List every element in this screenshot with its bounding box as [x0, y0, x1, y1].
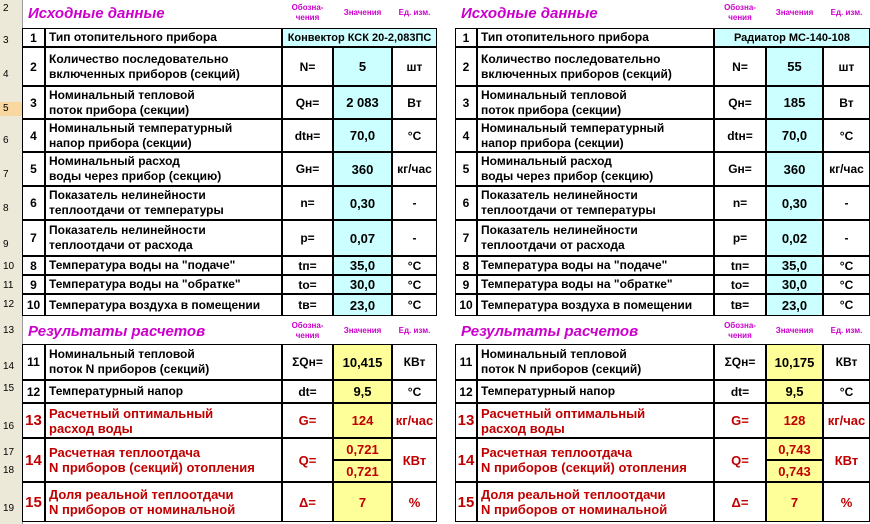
result-unit: °С	[392, 380, 437, 403]
param-value-input[interactable]: 5	[333, 47, 392, 86]
param-symbol: tп=	[714, 256, 766, 275]
result-symbol: G=	[714, 403, 766, 438]
result-value: 9,5	[766, 380, 823, 403]
col-header-value: Значения	[775, 326, 814, 335]
result-description-line1: Доля реальной теплоотдачи	[481, 487, 666, 502]
result-description	[477, 344, 714, 380]
results-header: Результаты расчетов	[28, 322, 206, 340]
param-value-input[interactable]: 30,0	[333, 275, 392, 294]
param-number: 2	[455, 47, 477, 86]
param-number: 3	[455, 86, 477, 119]
param-description	[45, 119, 282, 152]
param-unit: -	[823, 220, 870, 256]
col-header-value: Значения	[343, 326, 382, 335]
param-description	[45, 152, 282, 186]
col-header-symbol: Обозна-чения	[291, 321, 324, 340]
param-value-input[interactable]: 35,0	[766, 256, 823, 275]
left-row-header	[0, 0, 23, 524]
result-number: 12	[22, 380, 45, 403]
param-number: 9	[22, 275, 45, 294]
param-symbol: N=	[714, 47, 766, 86]
param-symbol: dtн=	[282, 119, 333, 152]
result-symbol: dt=	[714, 380, 766, 403]
result-symbol: Q=	[714, 438, 766, 482]
param-description-line1: Количество последовательно	[49, 51, 229, 66]
row-number[interactable]: 18	[3, 465, 15, 476]
sheet-divider	[437, 0, 455, 524]
param-symbol: tо=	[282, 275, 333, 294]
result-value-1: 0,721	[333, 438, 392, 460]
param-unit: кг/час	[392, 152, 437, 186]
results-header: Результаты расчетов	[461, 322, 639, 340]
col-header-unit: Ед. изм.	[398, 8, 431, 17]
param-description-line2: теплоотдачи от расхода	[49, 238, 193, 252]
param-description	[45, 220, 282, 256]
param-unit: шт	[392, 47, 437, 86]
param-description	[45, 86, 282, 119]
result-value: 10,415	[333, 344, 392, 380]
param-symbol: p=	[282, 220, 333, 256]
param-number: 3	[22, 86, 45, 119]
result-description	[477, 438, 714, 482]
param-number: 9	[455, 275, 477, 294]
result-description	[477, 482, 714, 522]
param-description-line1: Показатель нелинейности	[481, 188, 638, 202]
row-number[interactable]: 6	[3, 135, 9, 146]
result-description: Температурный напор	[45, 380, 282, 403]
result-unit: °С	[823, 380, 870, 403]
param-description-line2: включенных приборов (секций)	[49, 66, 240, 81]
param-number: 4	[455, 119, 477, 152]
result-unit: кг/час	[392, 403, 437, 438]
result-description-line2: расход воды	[49, 420, 133, 436]
param-unit: °С	[392, 119, 437, 152]
param-description: Температура воды на "подаче"	[477, 256, 714, 275]
result-description-line1: Расчетный оптимальный	[481, 405, 646, 421]
result-value: 7	[333, 482, 392, 522]
param-description-line2: теплоотдачи от температуры	[49, 203, 224, 217]
result-number: 13	[22, 403, 45, 438]
result-number: 14	[455, 438, 477, 482]
param-value-input[interactable]: 70,0	[766, 119, 823, 152]
result-number: 11	[22, 344, 45, 380]
param-number: 6	[455, 186, 477, 220]
result-description-line2: поток N приборов (секций)	[481, 362, 642, 376]
result-unit: КВт	[823, 344, 870, 380]
result-description-line1: Расчетный оптимальный	[49, 405, 214, 421]
result-description-line1: Доля реальной теплоотдачи	[49, 487, 234, 502]
param-value-input[interactable]: 185	[766, 86, 823, 119]
row-number[interactable]: 7	[3, 169, 9, 180]
param-description: Температура воды на "подаче"	[45, 256, 282, 275]
result-description-line1: Номинальный тепловой	[481, 347, 627, 361]
device-type-label: Тип отопительного прибора	[45, 28, 282, 47]
row-number[interactable]: 2	[3, 3, 9, 14]
result-unit: %	[823, 482, 870, 522]
param-symbol: Gн=	[714, 152, 766, 186]
result-value: 9,5	[333, 380, 392, 403]
device-type-label: Тип отопительного прибора	[477, 28, 714, 47]
row-number[interactable]: 16	[3, 421, 15, 432]
result-description	[45, 403, 282, 438]
param-description-line2: включенных приборов (секций)	[481, 66, 672, 81]
param-unit: кг/час	[823, 152, 870, 186]
param-unit: °С	[823, 119, 870, 152]
result-value-2: 0,743	[766, 460, 823, 482]
result-description-line1: Расчетная теплоотдача	[481, 445, 633, 460]
param-description-line2: воды через прибор (секцию)	[481, 169, 654, 183]
param-unit: °С	[823, 275, 870, 294]
result-description-line2: N приборов от номинальной	[481, 502, 668, 517]
result-value: 7	[766, 482, 823, 522]
param-number: 2	[22, 47, 45, 86]
param-symbol: tв=	[714, 294, 766, 316]
param-value-input[interactable]: 2 083	[333, 86, 392, 119]
param-value-input[interactable]: 0,30	[766, 186, 823, 220]
param-value-input[interactable]: 360	[766, 152, 823, 186]
col-header-symbol: Обозна-чения	[291, 3, 324, 22]
device-type-select[interactable]: Радиатор МС-140-108	[714, 28, 870, 47]
param-description-line2: поток прибора (секции)	[49, 102, 190, 117]
param-unit: °С	[823, 256, 870, 275]
result-symbol: ΣQн=	[714, 344, 766, 380]
result-symbol: Δ=	[282, 482, 333, 522]
result-symbol: Δ=	[714, 482, 766, 522]
param-description-line2: напор прибора (секции)	[49, 135, 192, 150]
param-unit: Вт	[392, 86, 437, 119]
result-symbol: G=	[282, 403, 333, 438]
param-unit: Вт	[823, 86, 870, 119]
param-value-input[interactable]: 35,0	[333, 256, 392, 275]
param-number: 10	[455, 294, 477, 316]
result-unit: кг/час	[823, 403, 870, 438]
result-symbol: Q=	[282, 438, 333, 482]
param-description-line1: Номинальный температурный	[49, 120, 233, 135]
param-symbol: Gн=	[282, 152, 333, 186]
param-symbol: n=	[714, 186, 766, 220]
result-number: 12	[455, 380, 477, 403]
result-number: 11	[455, 344, 477, 380]
row-number[interactable]: 11	[3, 280, 14, 291]
param-value-input[interactable]: 70,0	[333, 119, 392, 152]
param-value-input[interactable]: 55	[766, 47, 823, 86]
param-symbol: Qн=	[282, 86, 333, 119]
param-symbol: tв=	[282, 294, 333, 316]
col-header-symbol: Обозна-чения	[724, 3, 756, 22]
param-number: 10	[22, 294, 45, 316]
result-symbol: ΣQн=	[282, 344, 333, 380]
param-symbol: N=	[282, 47, 333, 86]
col-header-unit: Ед. изм.	[830, 326, 863, 335]
param-description-line2: воды через прибор (секцию)	[49, 169, 222, 183]
result-description	[45, 482, 282, 522]
result-value-2: 0,721	[333, 460, 392, 482]
col-header-unit: Ед. изм.	[398, 326, 431, 335]
param-description-line1: Номинальный тепловой	[49, 87, 195, 102]
row-number[interactable]: 10	[3, 261, 15, 272]
param-number: 7	[455, 220, 477, 256]
col-header-symbol: Обозна-чения	[724, 321, 756, 340]
result-description	[477, 403, 714, 438]
row-number[interactable]: 9	[3, 239, 9, 250]
result-number: 13	[455, 403, 477, 438]
row-number[interactable]: 15	[3, 383, 15, 394]
col-header-value: Значения	[775, 8, 814, 17]
result-unit: КВт	[392, 344, 437, 380]
param-unit: °С	[392, 294, 437, 316]
result-description-line1: Номинальный тепловой	[49, 347, 195, 361]
param-symbol: tо=	[714, 275, 766, 294]
param-description-line1: Номинальный температурный	[481, 120, 665, 135]
param-description	[477, 220, 714, 256]
param-value-input[interactable]: 23,0	[333, 294, 392, 316]
result-description-line2: N приборов (секций) отопления	[49, 460, 255, 475]
param-value-input[interactable]: 360	[333, 152, 392, 186]
param-symbol: n=	[282, 186, 333, 220]
param-description	[477, 47, 714, 86]
result-description-line2: N приборов (секций) отопления	[481, 460, 687, 475]
row-number[interactable]: 12	[3, 299, 15, 310]
param-description-line1: Количество последовательно	[481, 51, 661, 66]
result-description	[45, 438, 282, 482]
result-description	[45, 344, 282, 380]
param-number: 8	[455, 256, 477, 275]
param-description: Температура воздуха в помещении	[45, 294, 282, 316]
device-type-select[interactable]: Конвектор КСК 20-2,083ПС	[282, 28, 437, 47]
input-data-header: Исходные данные	[28, 4, 165, 22]
result-description-line1: Расчетная теплоотдача	[49, 445, 201, 460]
input-data-header: Исходные данные	[461, 4, 598, 22]
param-description	[477, 152, 714, 186]
param-description-line2: напор прибора (секции)	[481, 135, 624, 150]
result-value-1: 0,743	[766, 438, 823, 460]
param-unit: °С	[392, 256, 437, 275]
result-number: 14	[22, 438, 45, 482]
row-number[interactable]: 5	[0, 102, 22, 116]
param-description: Температура воды на "обратке"	[477, 275, 714, 294]
param-number: 5	[22, 152, 45, 186]
row-number[interactable]: 8	[3, 203, 9, 214]
param-description-line1: Показатель нелинейности	[49, 188, 206, 202]
param-number: 4	[22, 119, 45, 152]
param-description-line1: Показатель нелинейности	[481, 223, 638, 237]
param-description	[477, 119, 714, 152]
result-description-line2: расход воды	[481, 420, 565, 436]
param-unit: -	[392, 186, 437, 220]
param-number: 5	[455, 152, 477, 186]
result-unit: КВт	[823, 438, 870, 482]
result-description-line2: N приборов от номинальной	[49, 502, 236, 517]
param-symbol: Qн=	[714, 86, 766, 119]
result-number: 15	[455, 482, 477, 522]
row-number[interactable]: 3	[3, 35, 9, 46]
result-value: 124	[333, 403, 392, 438]
param-value-input[interactable]: 0,30	[333, 186, 392, 220]
result-unit: %	[392, 482, 437, 522]
param-number: 6	[22, 186, 45, 220]
result-unit: КВт	[392, 438, 437, 482]
param-description-line1: Номинальный расход	[49, 154, 180, 168]
col-header-value: Значения	[343, 8, 382, 17]
param-value-input[interactable]: 30,0	[766, 275, 823, 294]
right-calculation-sheet	[455, 0, 870, 524]
param-description: Температура воздуха в помещении	[477, 294, 714, 316]
param-value-input[interactable]: 0,07	[333, 220, 392, 256]
param-unit: шт	[823, 47, 870, 86]
param-description-line1: Номинальный расход	[481, 154, 612, 168]
param-description	[477, 186, 714, 220]
result-description: Температурный напор	[477, 380, 714, 403]
result-value: 10,175	[766, 344, 823, 380]
param-unit: -	[823, 186, 870, 220]
result-number: 15	[22, 482, 45, 522]
param-unit: °С	[392, 275, 437, 294]
param-symbol: dtн=	[714, 119, 766, 152]
param-description-line2: поток прибора (секции)	[481, 102, 622, 117]
row-number[interactable]: 17	[3, 447, 15, 458]
row-number-1: 1	[22, 28, 45, 47]
param-symbol: p=	[714, 220, 766, 256]
param-value-input[interactable]: 23,0	[766, 294, 823, 316]
param-unit: -	[392, 220, 437, 256]
row-number[interactable]: 14	[3, 361, 15, 372]
param-description-line1: Показатель нелинейности	[49, 223, 206, 237]
result-description-line2: поток N приборов (секций)	[49, 362, 210, 376]
col-header-unit: Ед. изм.	[830, 8, 863, 17]
param-description-line2: теплоотдачи от расхода	[481, 238, 625, 252]
param-description-line2: теплоотдачи от температуры	[481, 203, 656, 217]
row-number-1: 1	[455, 28, 477, 47]
row-number[interactable]: 4	[3, 69, 9, 80]
result-value: 128	[766, 403, 823, 438]
row-number[interactable]: 19	[3, 503, 15, 514]
param-value-input[interactable]: 0,02	[766, 220, 823, 256]
param-description	[477, 86, 714, 119]
param-description	[45, 186, 282, 220]
param-description	[45, 47, 282, 86]
result-symbol: dt=	[282, 380, 333, 403]
param-number: 8	[22, 256, 45, 275]
param-symbol: tп=	[282, 256, 333, 275]
row-number[interactable]: 13	[3, 325, 15, 336]
param-number: 7	[22, 220, 45, 256]
param-unit: °С	[823, 294, 870, 316]
param-description-line1: Номинальный тепловой	[481, 87, 627, 102]
param-description: Температура воды на "обратке"	[45, 275, 282, 294]
